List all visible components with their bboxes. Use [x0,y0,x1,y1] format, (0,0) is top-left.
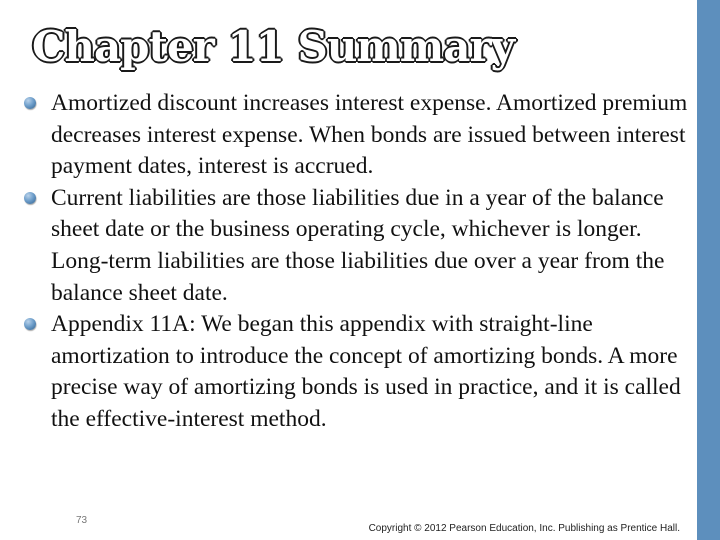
bullet-text: Appendix 11A: We began this appendix with straight-line amortization to introduce the concept of amortizing bonds. A more precise way of amortizing bonds is used in practice, and it is called the effective-interest method. [51,311,681,432]
bullet-item [24,309,689,435]
bullet-icon [24,97,36,109]
slide-title: Chapter 11 Summary [32,22,514,71]
bullet-icon [24,318,36,330]
copyright-notice: Copyright © 2012 Pearson Education, Inc. Publishing as Prentice Hall. [368,523,680,534]
accent-side-bar [697,0,720,540]
bullet-item [24,88,689,183]
bullet-item [24,183,689,309]
bullet-text: Amortized discount increases interest expense. Amortized premium decreases interest expense. When bonds are issued between interest payment dates, interest is accrued. [51,90,688,180]
bullet-text: Current liabilities are those liabilities due in a year of the balance sheet date or the business operating cycle, whichever is longer. Long-term liabilities are those liabilities due over a year from the balance sheet date. [51,184,665,306]
bullet-icon [24,192,36,204]
bullet-list [24,88,689,436]
page-number: 73 [76,515,88,526]
